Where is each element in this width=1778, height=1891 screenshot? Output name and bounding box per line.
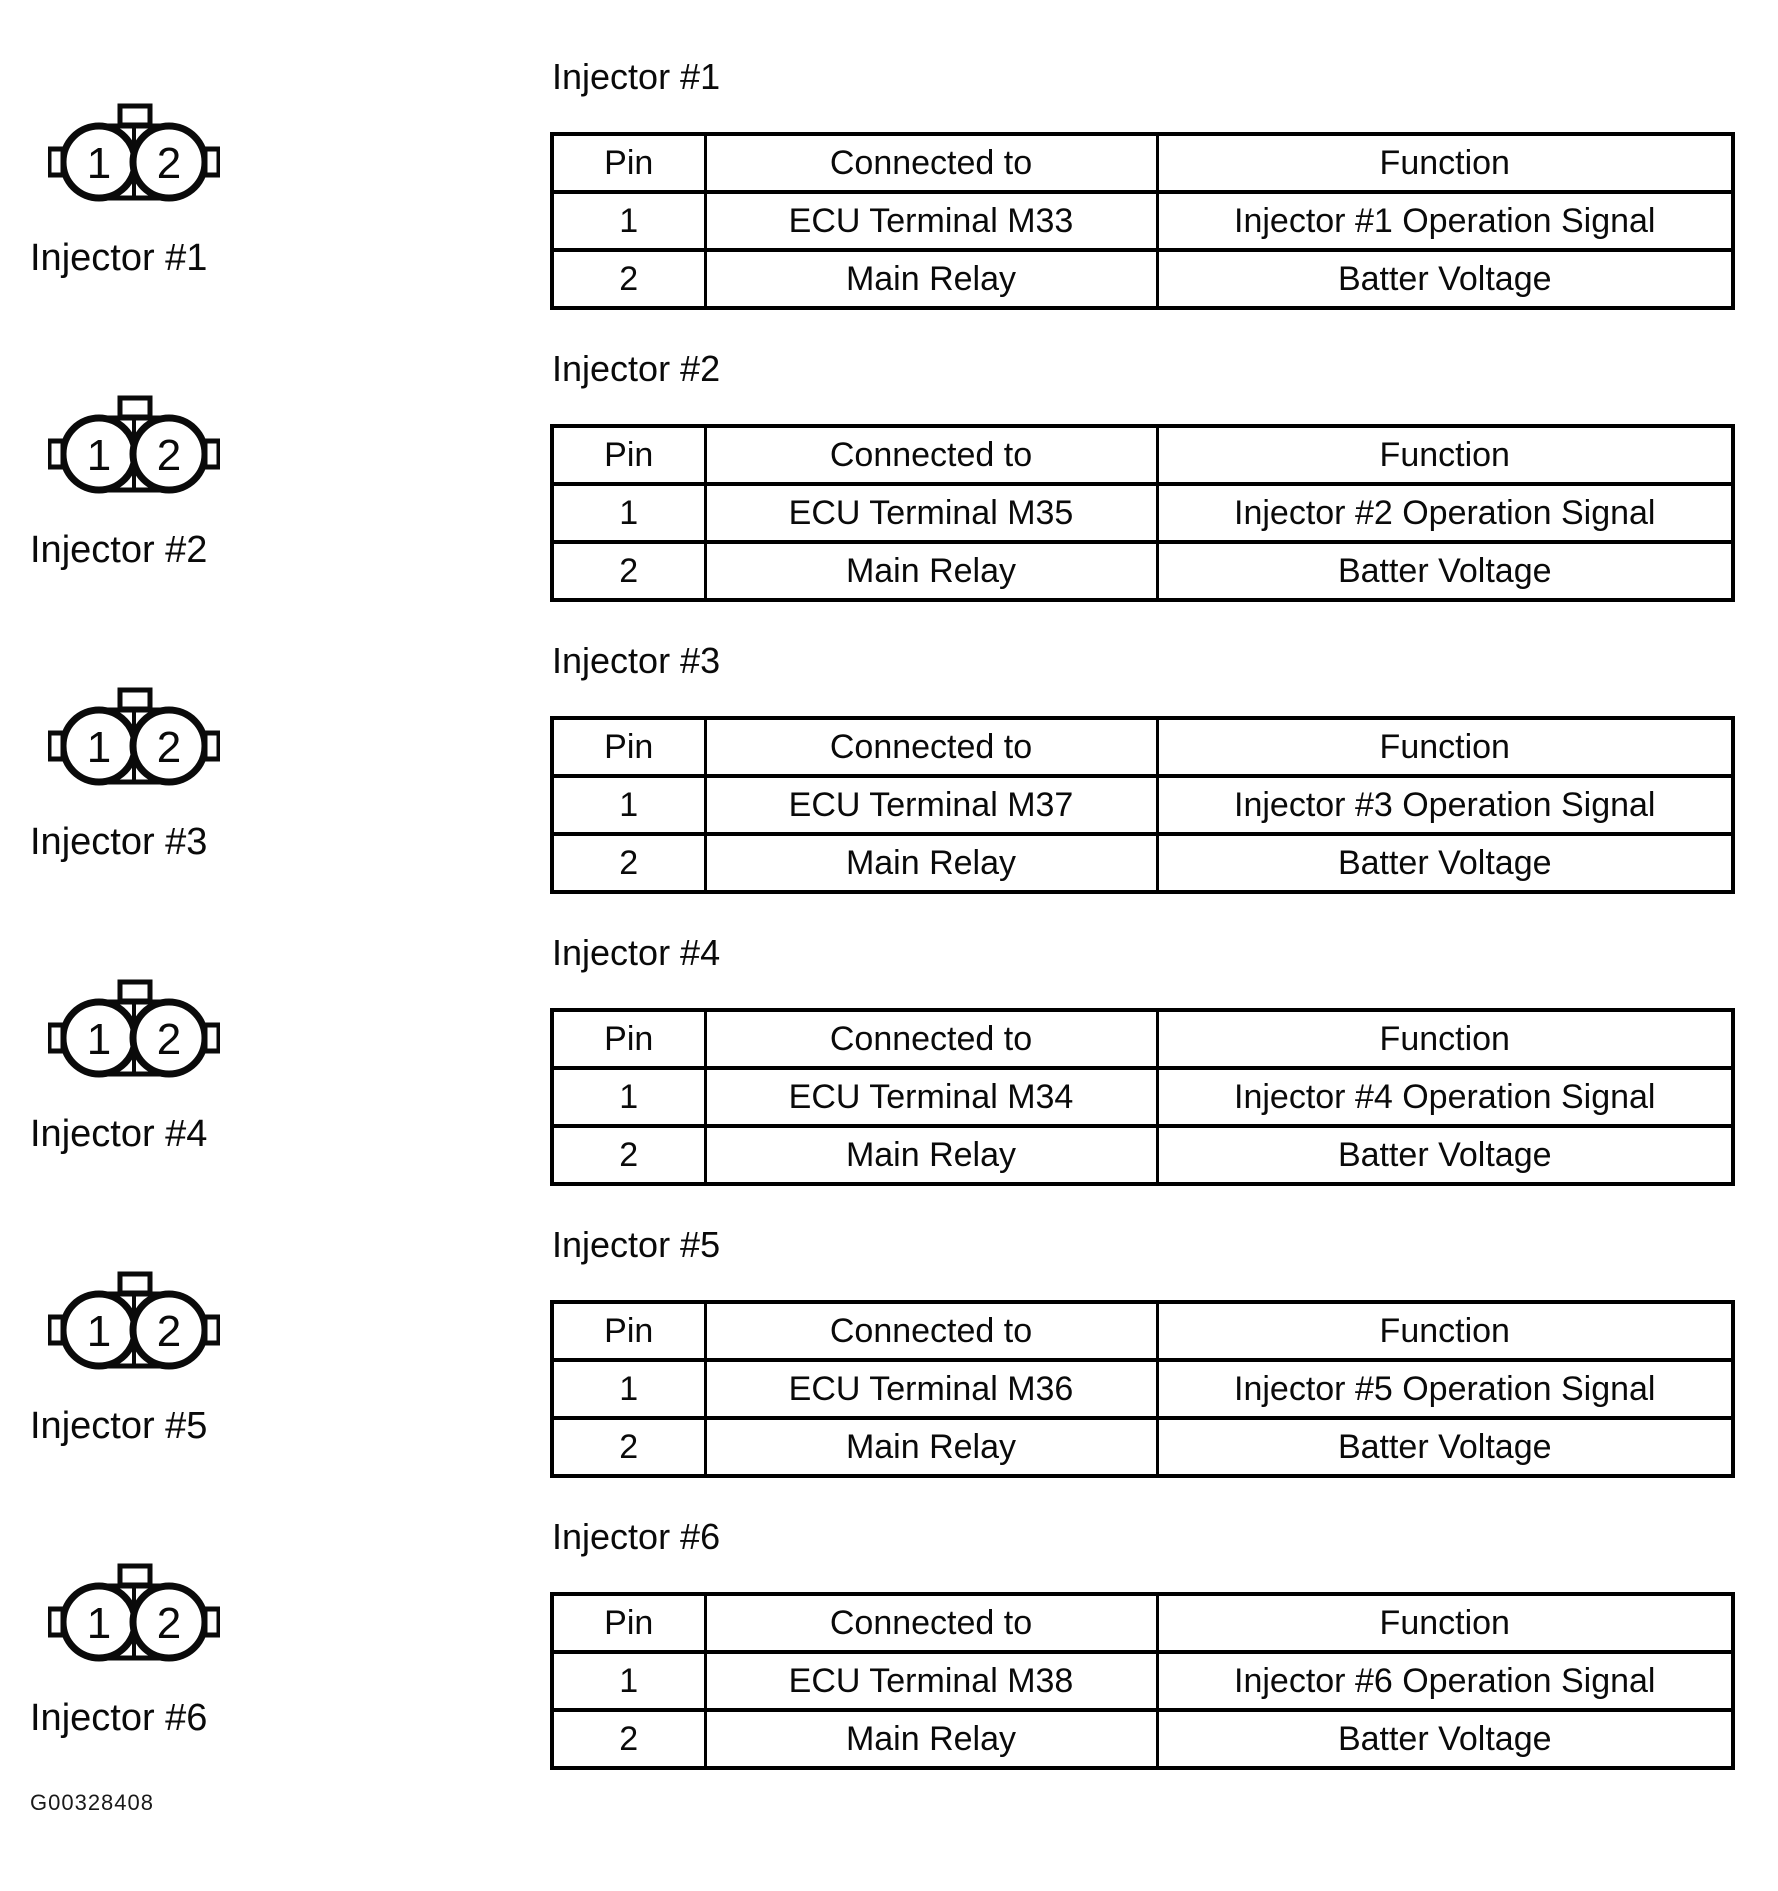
col-header-pin: Pin	[552, 426, 705, 484]
table-row	[552, 776, 1733, 834]
injector-connector-icon	[48, 394, 220, 506]
cell-function: Injector #4 Operation Signal	[1157, 1068, 1733, 1126]
connector-side-lug-left	[49, 733, 63, 759]
cell-function: Batter Voltage	[1157, 1418, 1733, 1476]
cell-connected-to: Main Relay	[705, 834, 1157, 892]
cell-connected-to: Main Relay	[705, 250, 1157, 308]
table-row	[552, 1652, 1733, 1710]
table-row	[552, 1710, 1733, 1768]
connector-label: Injector #6	[30, 1697, 208, 1739]
cell-pin: 1	[552, 1068, 705, 1126]
table-row	[552, 192, 1733, 250]
col-header-pin: Pin	[552, 1010, 705, 1068]
injector-connector-icon	[48, 978, 220, 1090]
col-header-connected-to: Connected to	[705, 134, 1157, 192]
cell-function: Batter Voltage	[1157, 250, 1733, 308]
injector-connector-icon	[48, 686, 220, 798]
col-header-function: Function	[1157, 1010, 1733, 1068]
cell-connected-to: Main Relay	[705, 1126, 1157, 1184]
injector-section	[0, 916, 1778, 1208]
injector-connector-icon	[48, 1562, 220, 1674]
cell-pin: 1	[552, 776, 705, 834]
cell-connected-to: ECU Terminal M36	[705, 1360, 1157, 1418]
injector-section	[0, 1208, 1778, 1500]
cell-connected-to: ECU Terminal M35	[705, 484, 1157, 542]
header-row	[552, 426, 1733, 484]
table-row	[552, 1418, 1733, 1476]
col-header-pin: Pin	[552, 1594, 705, 1652]
connector-side-lug-right	[205, 1025, 219, 1051]
pin-1-number: 1	[86, 723, 112, 772]
table-heading: Injector #1	[552, 56, 721, 97]
table-row	[552, 484, 1733, 542]
pin-table-block	[550, 642, 1735, 894]
cell-function: Batter Voltage	[1157, 542, 1733, 600]
cell-pin: 2	[552, 542, 705, 600]
connector-key-tab	[120, 982, 150, 1001]
connector-label: Injector #4	[30, 1113, 208, 1155]
table-heading: Injector #3	[552, 640, 721, 681]
cell-pin: 2	[552, 1710, 705, 1768]
header-row	[552, 718, 1733, 776]
connector-side-lug-right	[205, 1317, 219, 1343]
connector-key-tab	[120, 398, 150, 417]
cell-connected-to: ECU Terminal M33	[705, 192, 1157, 250]
pin-table-block	[550, 1226, 1735, 1478]
cell-pin: 1	[552, 192, 705, 250]
connector-side-lug-left	[49, 441, 63, 467]
pin-table	[550, 1008, 1735, 1186]
header-row	[552, 134, 1733, 192]
connector-side-lug-right	[205, 1609, 219, 1635]
pin-table	[550, 1300, 1735, 1478]
col-header-connected-to: Connected to	[705, 426, 1157, 484]
connector-block	[30, 394, 290, 570]
cell-pin: 2	[552, 1126, 705, 1184]
cell-function: Injector #2 Operation Signal	[1157, 484, 1733, 542]
pin-table-block	[550, 934, 1735, 1186]
connector-side-lug-left	[49, 1609, 63, 1635]
cell-pin: 2	[552, 834, 705, 892]
pin-2-number: 2	[156, 139, 182, 188]
cell-function: Injector #5 Operation Signal	[1157, 1360, 1733, 1418]
header-row	[552, 1010, 1733, 1068]
cell-function: Batter Voltage	[1157, 1710, 1733, 1768]
pin-1-number: 1	[86, 1307, 112, 1356]
table-heading: Injector #6	[552, 1516, 721, 1557]
pin-table	[550, 716, 1735, 894]
col-header-connected-to: Connected to	[705, 1594, 1157, 1652]
connector-side-lug-right	[205, 733, 219, 759]
col-header-pin: Pin	[552, 718, 705, 776]
connector-key-tab	[120, 106, 150, 125]
connector-block	[30, 102, 290, 278]
col-header-function: Function	[1157, 1302, 1733, 1360]
connector-side-lug-left	[49, 149, 63, 175]
connector-side-lug-right	[205, 149, 219, 175]
col-header-connected-to: Connected to	[705, 1302, 1157, 1360]
col-header-connected-to: Connected to	[705, 1010, 1157, 1068]
col-header-function: Function	[1157, 134, 1733, 192]
pin-2-number: 2	[156, 1015, 182, 1064]
pin-table-block	[550, 1518, 1735, 1770]
cell-pin: 1	[552, 484, 705, 542]
table-heading: Injector #4	[552, 932, 721, 973]
col-header-pin: Pin	[552, 134, 705, 192]
connector-label: Injector #1	[30, 237, 208, 279]
pin-2-number: 2	[156, 1599, 182, 1648]
injector-section	[0, 40, 1778, 332]
cell-pin: 1	[552, 1360, 705, 1418]
injector-connector-icon	[48, 102, 220, 214]
connector-label: Injector #2	[30, 529, 208, 571]
connector-side-lug-left	[49, 1317, 63, 1343]
table-row	[552, 834, 1733, 892]
connector-side-lug-right	[205, 441, 219, 467]
pin-table	[550, 424, 1735, 602]
header-row	[552, 1594, 1733, 1652]
pin-1-number: 1	[86, 431, 112, 480]
table-heading: Injector #5	[552, 1224, 721, 1265]
table-row	[552, 250, 1733, 308]
connector-block	[30, 978, 290, 1154]
pin-1-number: 1	[86, 1599, 112, 1648]
pin-table-block	[550, 58, 1735, 310]
table-row	[552, 1068, 1733, 1126]
cell-connected-to: ECU Terminal M34	[705, 1068, 1157, 1126]
connector-key-tab	[120, 1566, 150, 1585]
table-row	[552, 542, 1733, 600]
col-header-pin: Pin	[552, 1302, 705, 1360]
cell-function: Batter Voltage	[1157, 834, 1733, 892]
connector-block	[30, 1562, 290, 1738]
col-header-connected-to: Connected to	[705, 718, 1157, 776]
figure-code: G00328408	[30, 1790, 154, 1815]
pin-2-number: 2	[156, 431, 182, 480]
connector-label: Injector #5	[30, 1405, 208, 1447]
pin-table	[550, 1592, 1735, 1770]
col-header-function: Function	[1157, 1594, 1733, 1652]
cell-connected-to: ECU Terminal M38	[705, 1652, 1157, 1710]
header-row	[552, 1302, 1733, 1360]
injector-section	[0, 332, 1778, 624]
pin-1-number: 1	[86, 139, 112, 188]
cell-connected-to: ECU Terminal M37	[705, 776, 1157, 834]
cell-pin: 2	[552, 1418, 705, 1476]
cell-connected-to: Main Relay	[705, 542, 1157, 600]
cell-function: Injector #1 Operation Signal	[1157, 192, 1733, 250]
injector-section	[0, 624, 1778, 916]
connector-block	[30, 1270, 290, 1446]
table-row	[552, 1126, 1733, 1184]
pin-2-number: 2	[156, 1307, 182, 1356]
pin-2-number: 2	[156, 723, 182, 772]
connector-side-lug-left	[49, 1025, 63, 1051]
pin-1-number: 1	[86, 1015, 112, 1064]
pin-table	[550, 132, 1735, 310]
table-row	[552, 1360, 1733, 1418]
connector-block	[30, 686, 290, 862]
injector-section	[0, 1500, 1778, 1792]
injector-connector-icon	[48, 1270, 220, 1382]
col-header-function: Function	[1157, 426, 1733, 484]
cell-pin: 2	[552, 250, 705, 308]
cell-function: Batter Voltage	[1157, 1126, 1733, 1184]
cell-function: Injector #3 Operation Signal	[1157, 776, 1733, 834]
col-header-function: Function	[1157, 718, 1733, 776]
cell-pin: 1	[552, 1652, 705, 1710]
connector-label: Injector #3	[30, 821, 208, 863]
cell-connected-to: Main Relay	[705, 1418, 1157, 1476]
cell-function: Injector #6 Operation Signal	[1157, 1652, 1733, 1710]
cell-connected-to: Main Relay	[705, 1710, 1157, 1768]
table-heading: Injector #2	[552, 348, 721, 389]
pin-table-block	[550, 350, 1735, 602]
connector-key-tab	[120, 690, 150, 709]
connector-key-tab	[120, 1274, 150, 1293]
